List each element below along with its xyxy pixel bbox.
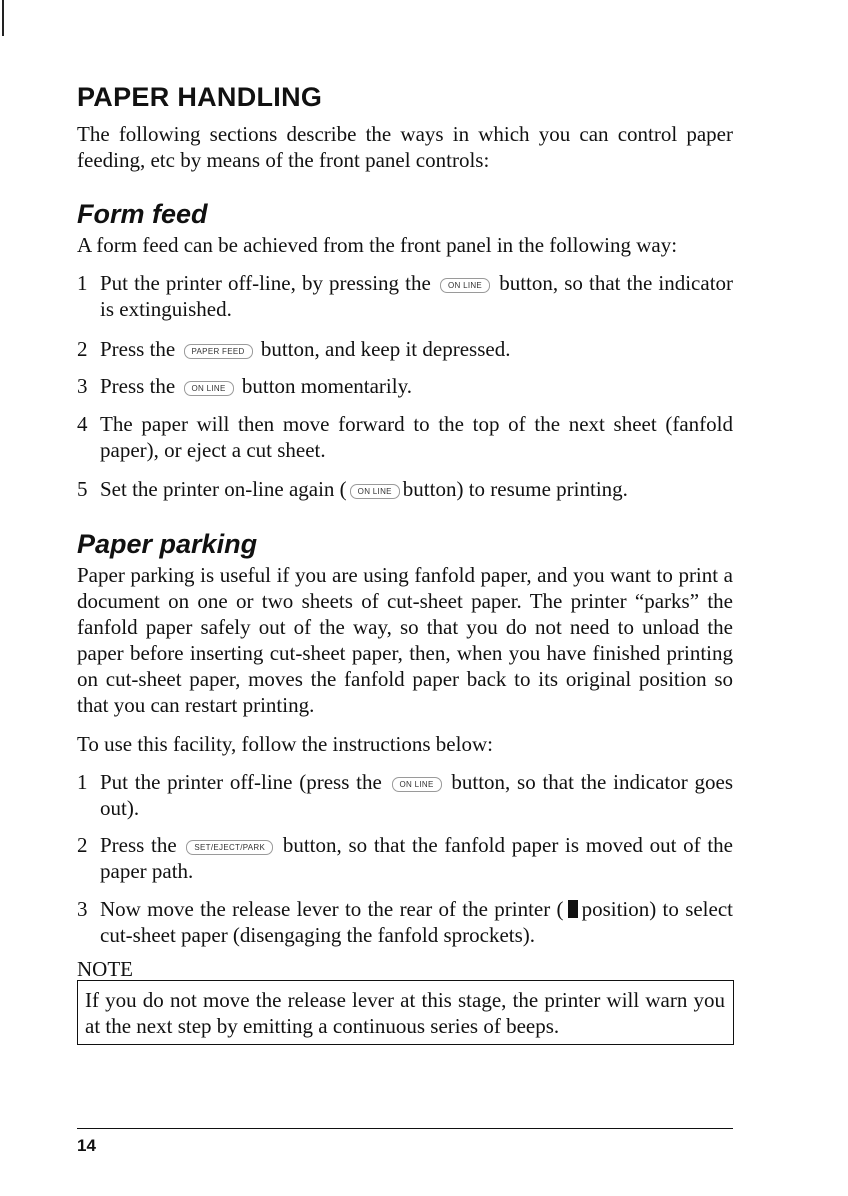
cut-sheet-position-icon bbox=[568, 900, 578, 918]
form-feed-step-4 bbox=[77, 411, 733, 463]
step-text-after: position) to select cut-sheet paper (disengaging the fanfold sprockets). bbox=[100, 897, 733, 947]
step-text-before: Press the bbox=[100, 374, 176, 398]
online-key: ON LINE bbox=[350, 484, 400, 499]
paper-parking-step-3 bbox=[77, 896, 733, 948]
step-text-before: Put the printer off-line (press the bbox=[100, 770, 382, 794]
paper-parking-step-2 bbox=[77, 832, 733, 884]
note-label: NOTE bbox=[77, 957, 133, 981]
step-text-before: Put the printer off-line, by pressing the bbox=[100, 271, 431, 295]
step-number: 1 bbox=[77, 770, 88, 794]
step-text-after: button momentarily. bbox=[241, 374, 412, 398]
scan-edge-mark bbox=[2, 0, 4, 36]
step-text-before: Set the printer on-line again ( bbox=[100, 477, 347, 501]
step-number: 4 bbox=[77, 412, 88, 436]
form-feed-step-2 bbox=[77, 336, 733, 362]
paper-parking-step-1 bbox=[77, 769, 733, 821]
step-number: 2 bbox=[77, 337, 88, 361]
form-feed-intro: A form feed can be achieved from the front panel in the following way: bbox=[77, 233, 678, 257]
page-number: 14 bbox=[77, 1136, 96, 1155]
step-text: The paper will then move forward to the top of the next sheet (fanfold paper), or eject a cut sheet. bbox=[100, 412, 733, 462]
paper-parking-heading: Paper parking bbox=[77, 529, 258, 559]
online-key: ON LINE bbox=[392, 777, 442, 792]
step-number: 1 bbox=[77, 271, 88, 295]
step-number: 2 bbox=[77, 833, 88, 857]
paper-feed-key: PAPER FEED bbox=[184, 344, 253, 359]
step-text-after: button, so that the indicator goes out). bbox=[100, 770, 733, 820]
step-text-before: Press the bbox=[100, 833, 177, 857]
online-key: ON LINE bbox=[440, 278, 490, 293]
step-number: 3 bbox=[77, 897, 88, 921]
step-number: 3 bbox=[77, 374, 88, 398]
form-feed-step-1 bbox=[77, 270, 733, 322]
step-text-after: button) to resume printing. bbox=[402, 477, 628, 501]
set-eject-park-key: SET/EJECT/PARK bbox=[186, 840, 273, 855]
step-text-before: Now move the release lever to the rear of the printer ( bbox=[100, 897, 564, 921]
footer-rule bbox=[77, 1128, 733, 1129]
step-text-after: button, so that the fanfold paper is moved out of the paper path. bbox=[100, 833, 733, 883]
online-key: ON LINE bbox=[184, 381, 234, 396]
step-text-before: Press the bbox=[100, 337, 176, 361]
step-text-after: button, so that the indicator is extinguished. bbox=[100, 271, 734, 321]
paper-parking-intro: Paper parking is useful if you are using fanfold paper, and you want to print a document on one or two sheets of cut-sheet paper. The printer “parks” the fanfold paper safely out of the way, so that you do not need to unload the paper before inserting cut-sheet paper, then, when you have finished printing on cut-sheet paper, moves the fanfold paper back to its original position so that you can restart printing. bbox=[77, 563, 733, 717]
step-number: 5 bbox=[77, 477, 88, 501]
section-title: PAPER HANDLING bbox=[77, 82, 323, 112]
form-feed-heading: Form feed bbox=[77, 199, 208, 229]
note-box bbox=[77, 981, 734, 1045]
form-feed-step-3 bbox=[77, 373, 733, 399]
paper-parking-instructions: To use this facility, follow the instructions below: bbox=[77, 732, 493, 756]
form-feed-step-5 bbox=[77, 476, 733, 502]
step-text-after: button, and keep it depressed. bbox=[260, 337, 511, 361]
section-intro: The following sections describe the ways in which you can control paper feeding, etc by means of the front panel controls: bbox=[77, 122, 733, 172]
note-text: If you do not move the release lever at this stage, the printer will warn you at the next step by emitting a continuous series of beeps. bbox=[85, 988, 725, 1038]
